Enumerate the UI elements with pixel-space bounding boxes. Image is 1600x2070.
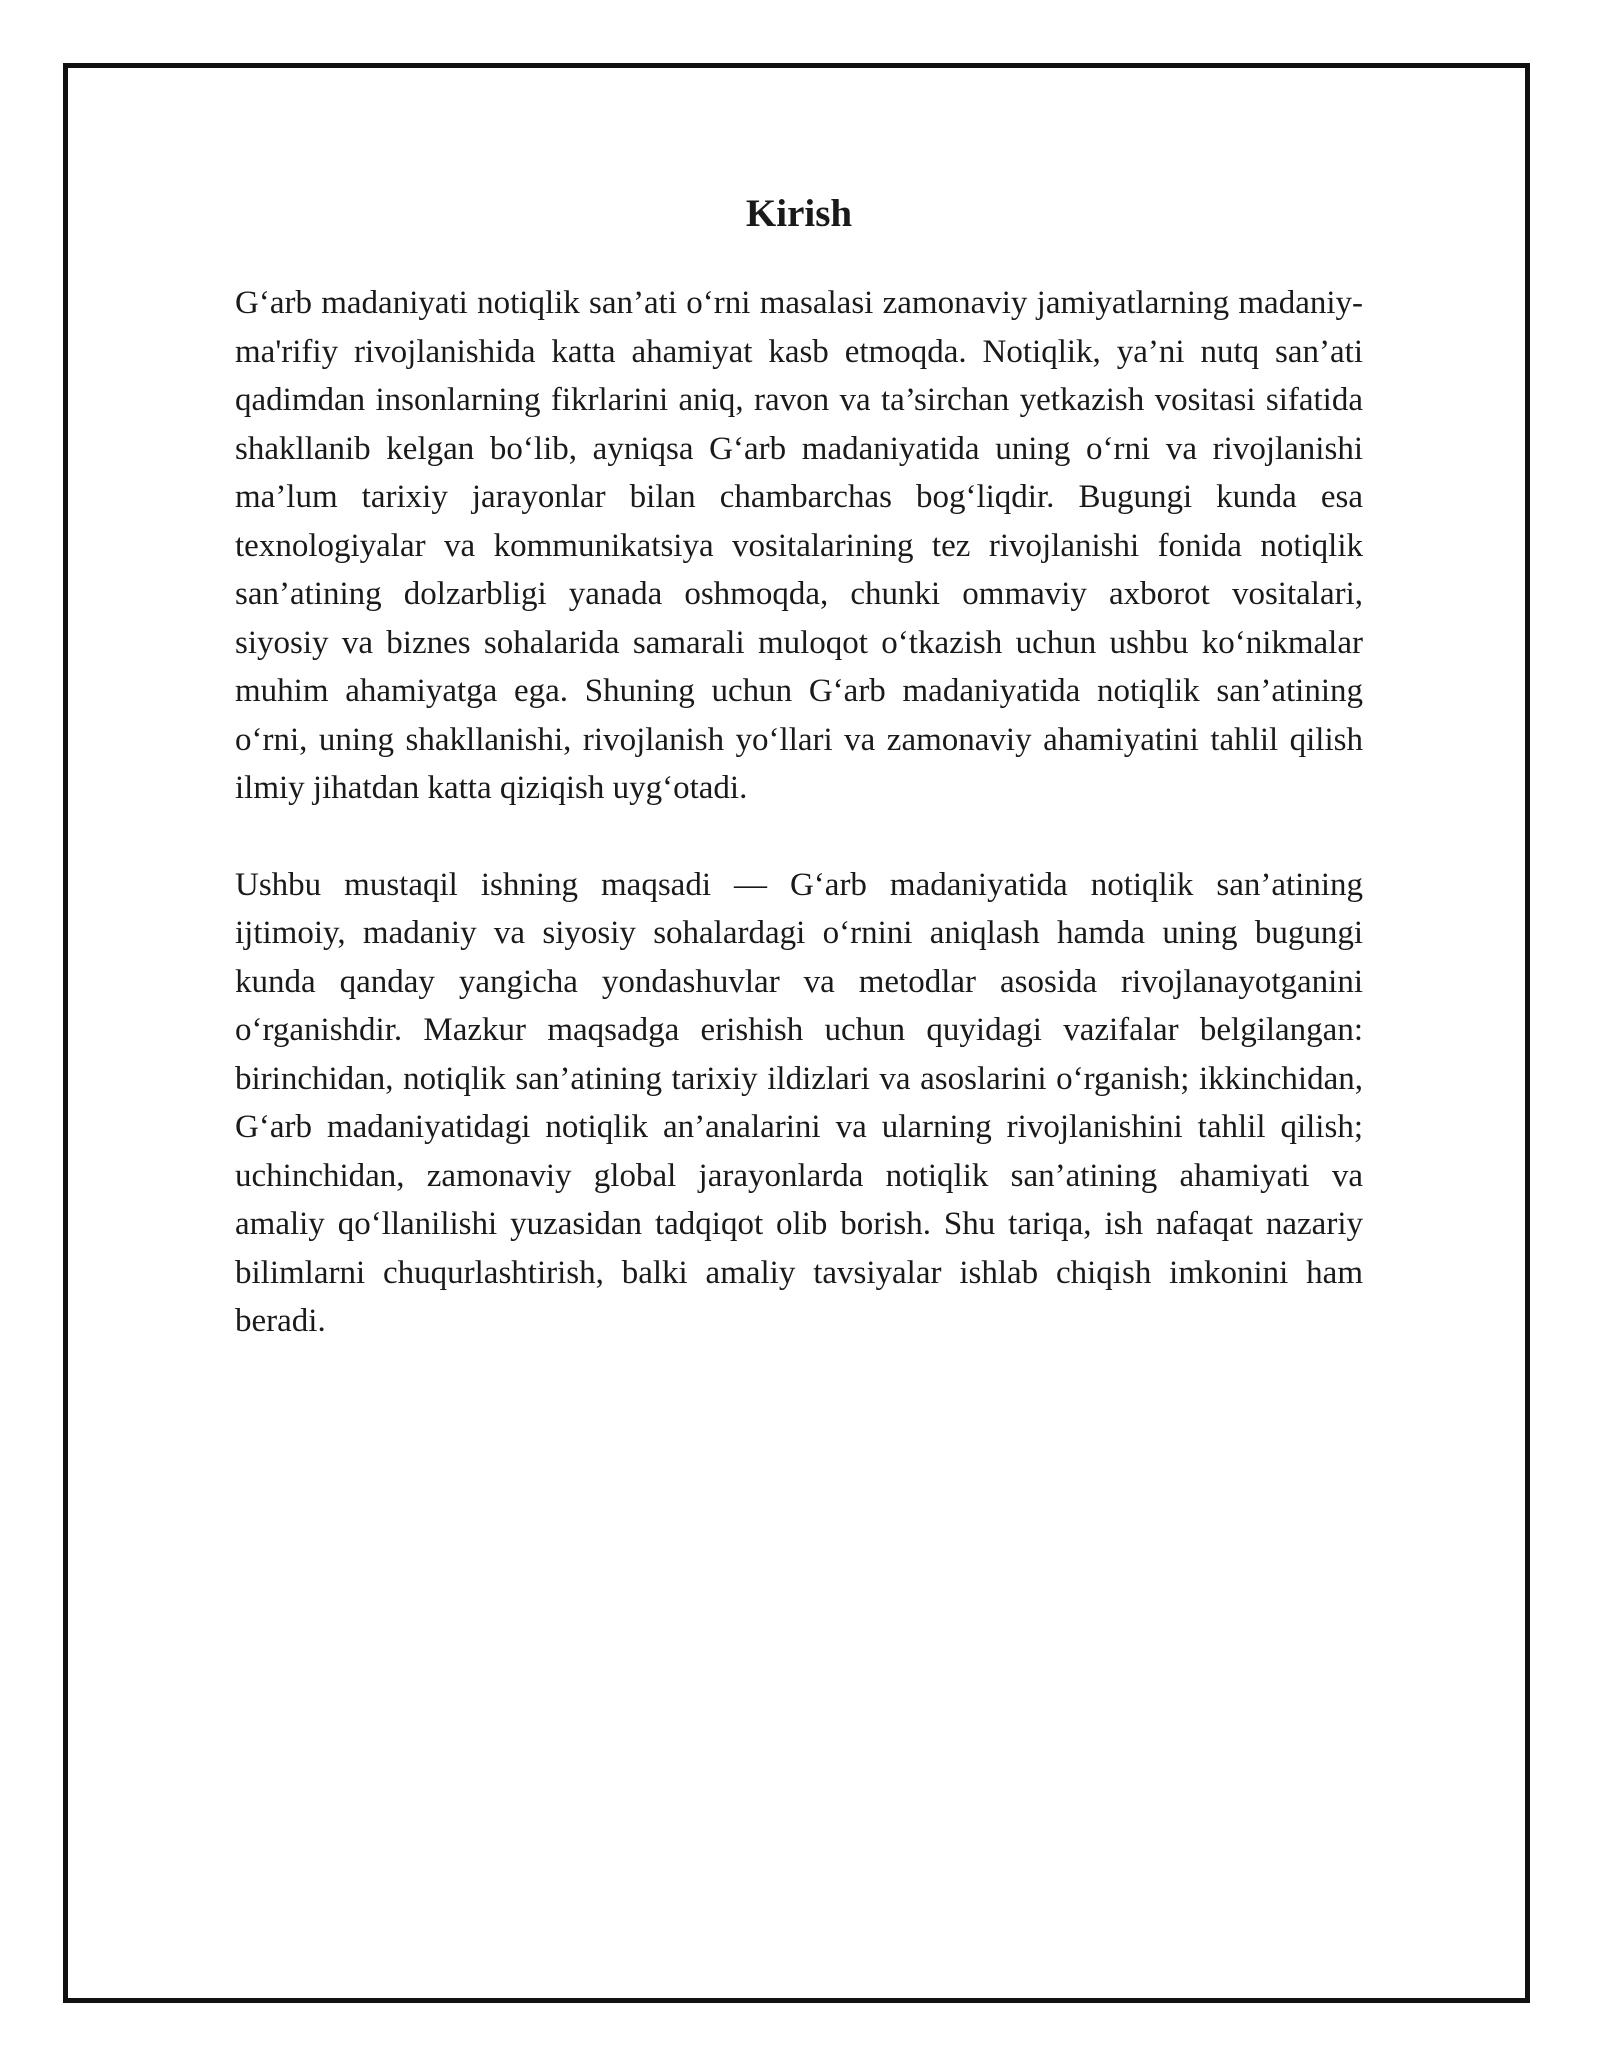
page-title: Kirish bbox=[745, 192, 853, 235]
paragraph-objectives: Ushbu mustaqil ishning maqsadi — G‘arb madaniyatida notiqlik san’atining ijtimoiy, madaniy va siyosiy sohalardagi o‘rnini aniqlash hamda uning bugungi kunda qanday yangicha yondashuvlar va metodlar asosida rivojlanayotganini o‘rganishdir. Mazkur maqsadga erishish uchun quyidagi vazifalar belgilangan: birinchidan, notiqlik san’atining tarixiy ildizlari va asoslarini o‘rganish; ikkinchidan, G‘arb madaniyatidagi notiqlik an’analarini va ularning rivojlanishini tahlil qilish; uchinchidan, zamonaviy global jarayonlarda notiqlik san’atining ahamiyati va amaliy qo‘llanilishi yuzasidan tadqiqot olib borish. Shu tariqa, ish nafaqat nazariy bilimlarni chuqurlashtirish, balki amaliy tavsiyalar ishlab chiqish imkonini ham beradi. bbox=[235, 866, 1363, 1339]
document-body bbox=[235, 185, 1363, 1346]
paragraph-introduction: G‘arb madaniyati notiqlik san’ati o‘rni masalasi zamonaviy jamiyatlarning madaniy-ma'rifiy rivojlanishida katta ahamiyat kasb etmoqda. Notiqlik, ya’ni nutq san’ati qadimdan insonlarning fikrlarini aniq, ravon va ta’sirchan yetkazish vositasi sifatida shakllanib kelgan bo‘lib, ayniqsa G‘arb madaniyatida uning o‘rni va rivojlanishi ma’lum tarixiy jarayonlar bilan chambarchas bog‘liqdir. Bugungi kunda esa texnologiyalar va kommunikatsiya vositalarining tez rivojlanishi fonida notiqlik san’atining dolzarbligi yanada oshmoqda, chunki ommaviy axborot vositalari, siyosiy va biznes sohalarida samarali muloqot o‘tkazish uchun ushbu ko‘nikmalar muhim ahamiyatga ega. Shuning uchun G‘arb madaniyatida notiqlik san’atining o‘rni, uning shakllanishi, rivojlanish yo‘llari va zamonaviy ahamiyatini tahlil qilish ilmiy jihatdan katta qiziqish uyg‘otadi. bbox=[235, 285, 1363, 806]
